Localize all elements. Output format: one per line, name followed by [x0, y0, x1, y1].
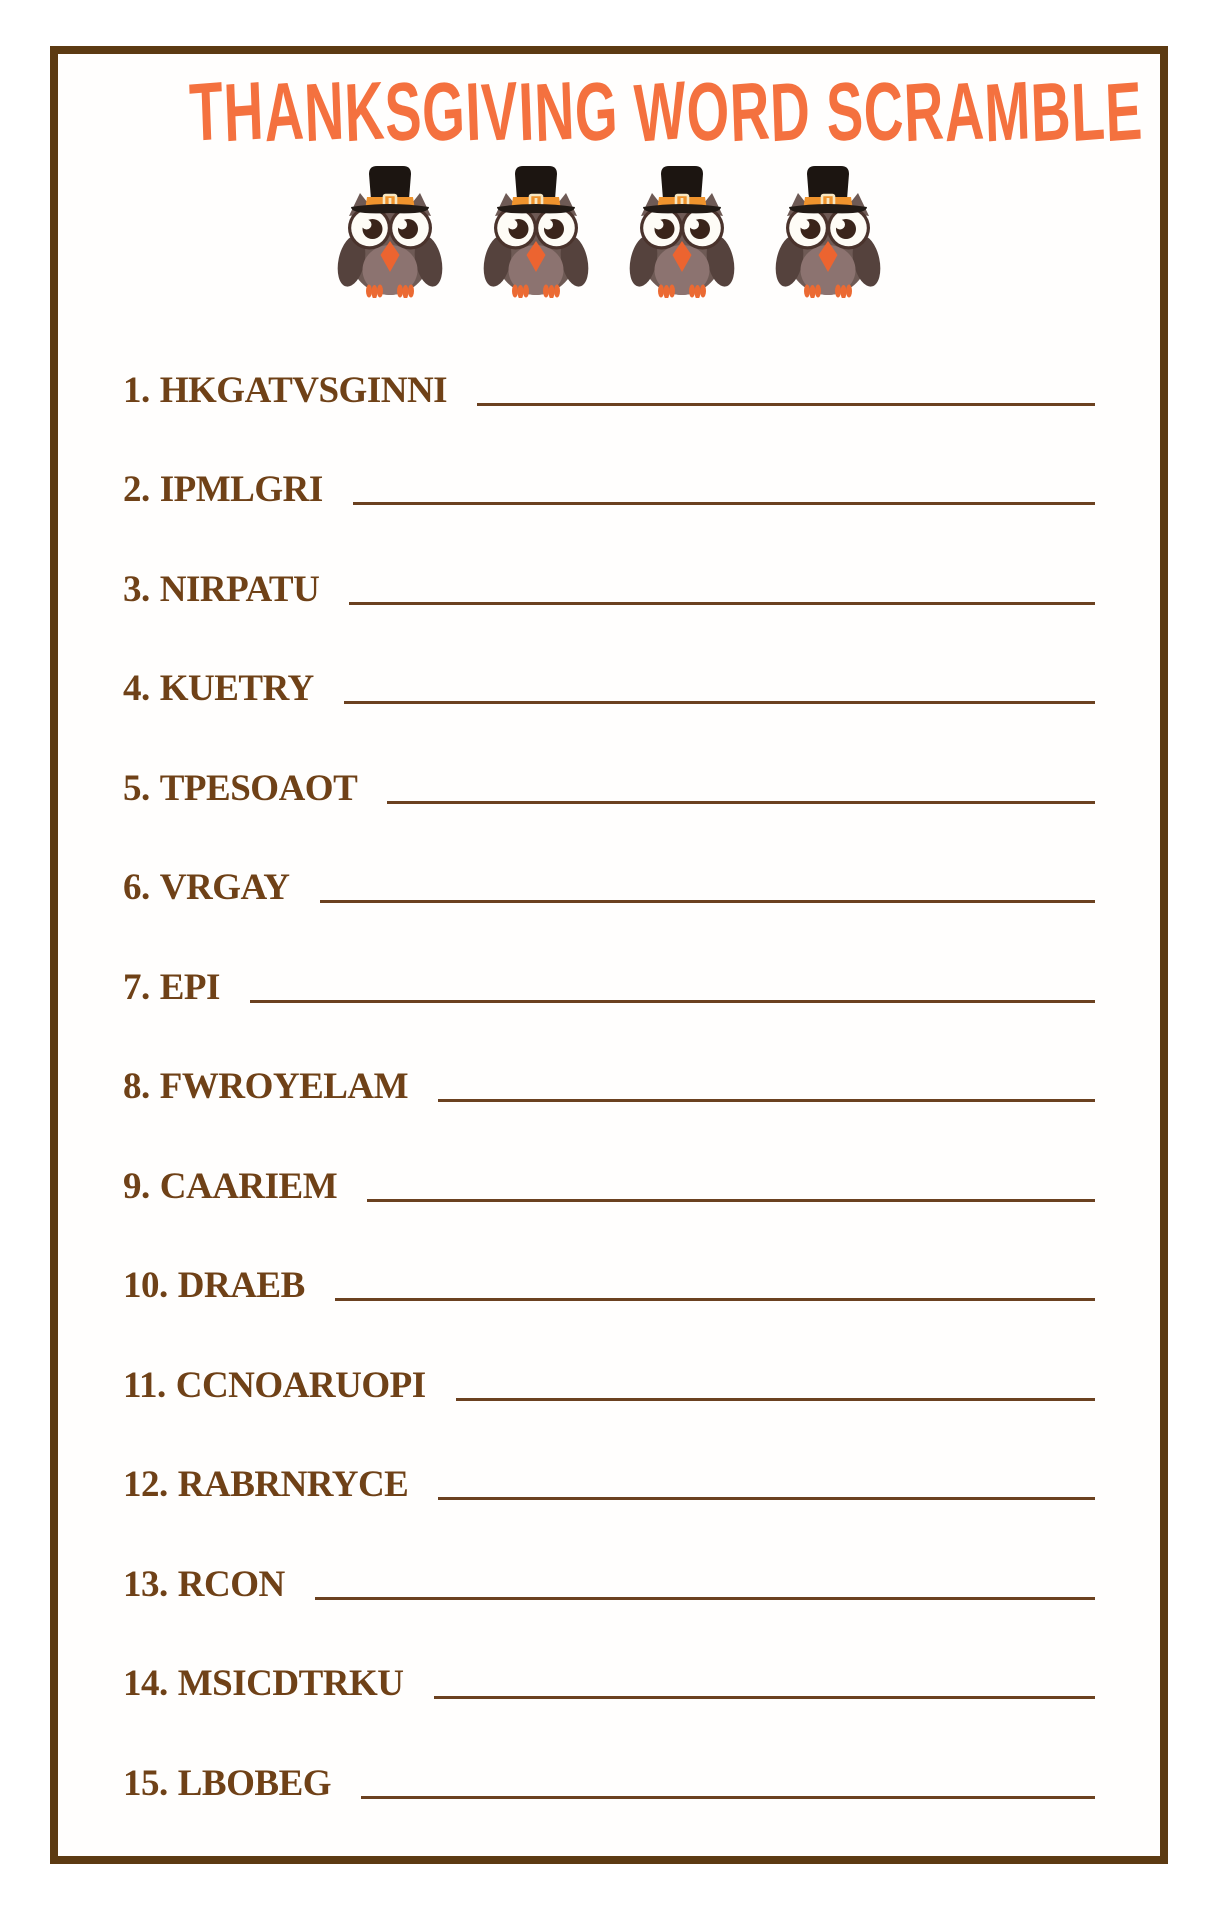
scrambled-word: MSICDTRKU [177, 1663, 404, 1705]
item-number: 15. [123, 1762, 168, 1804]
item-number: 13. [123, 1563, 168, 1605]
scrambled-word: CAARIEM [159, 1165, 338, 1207]
item-number: 6. [123, 867, 150, 909]
item-number: 11. [123, 1364, 166, 1406]
page-title: THANKSGIVING WORD SCRAMBLE [187, 64, 1145, 161]
scramble-item [123, 1307, 1095, 1407]
page-frame [50, 46, 1168, 1864]
scramble-item [123, 312, 1095, 412]
owl-pilgrim-icon [335, 162, 445, 298]
item-number: 1. [123, 369, 150, 411]
answer-line [353, 501, 1095, 505]
answer-line [434, 1695, 1096, 1699]
scrambled-word: EPI [159, 966, 220, 1008]
answer-line [456, 1397, 1095, 1401]
scrambled-word: KUETRY [159, 668, 314, 710]
answer-line [361, 1795, 1095, 1799]
scramble-list [58, 312, 1160, 1805]
item-label [123, 1067, 408, 1108]
scrambled-word: RCON [177, 1563, 285, 1605]
scramble-item [123, 1705, 1095, 1805]
answer-line [344, 700, 1095, 704]
scramble-item [123, 1208, 1095, 1308]
answer-line [349, 601, 1095, 605]
scramble-item [123, 1606, 1095, 1706]
item-number: 10. [123, 1265, 168, 1307]
scrambled-word: HKGATVSGINNI [159, 369, 448, 411]
item-label [123, 868, 290, 909]
answer-line [387, 800, 1095, 804]
scramble-item [123, 1108, 1095, 1208]
scrambled-word: IPMLGRI [159, 469, 323, 511]
scramble-item [123, 412, 1095, 512]
owl-pilgrim-icon [627, 162, 737, 298]
item-number: 8. [123, 1066, 150, 1108]
scrambled-word: FWROYELAM [159, 1066, 409, 1108]
item-label [123, 1565, 285, 1606]
item-label [123, 570, 319, 611]
item-label [123, 1366, 426, 1407]
scrambled-word: TPESOAOT [159, 767, 358, 809]
owl-decoration-row [58, 160, 1160, 298]
scramble-item [123, 611, 1095, 711]
scrambled-word: CCNOARUOPI [175, 1364, 426, 1406]
scrambled-word: VRGAY [159, 867, 290, 909]
scrambled-word: RABRNRYCE [177, 1464, 409, 1506]
item-number: 12. [123, 1464, 168, 1506]
scramble-item [123, 1506, 1095, 1606]
item-label [123, 1764, 331, 1805]
item-label [123, 968, 220, 1009]
scramble-item [123, 1407, 1095, 1507]
owl-pilgrim-icon [481, 162, 591, 298]
item-number: 3. [123, 568, 150, 610]
item-number: 9. [123, 1165, 150, 1207]
item-number: 4. [123, 668, 150, 710]
item-label [123, 1167, 337, 1208]
answer-line [367, 1198, 1095, 1202]
answer-line [320, 899, 1095, 903]
item-label [123, 1465, 408, 1506]
item-number: 14. [123, 1663, 168, 1705]
item-label [123, 1266, 305, 1307]
scramble-item [123, 810, 1095, 910]
answer-line [477, 402, 1095, 406]
item-label [123, 1664, 404, 1705]
answer-line [250, 999, 1095, 1003]
item-number: 7. [123, 966, 150, 1008]
scrambled-word: LBOBEG [177, 1762, 332, 1804]
owl-pilgrim-icon [773, 162, 883, 298]
scramble-item [123, 710, 1095, 810]
item-label [123, 371, 447, 412]
scramble-item [123, 511, 1095, 611]
item-label [123, 470, 323, 511]
item-label [123, 769, 357, 810]
item-number: 2. [123, 469, 150, 511]
answer-line [335, 1297, 1095, 1301]
scrambled-word: NIRPATU [159, 568, 320, 610]
item-number: 5. [123, 767, 150, 809]
answer-line [438, 1496, 1095, 1500]
answer-line [438, 1098, 1095, 1102]
scrambled-word: DRAEB [177, 1265, 305, 1307]
scramble-item [123, 909, 1095, 1009]
answer-line [315, 1596, 1095, 1600]
scramble-item [123, 1009, 1095, 1109]
item-label [123, 669, 314, 710]
